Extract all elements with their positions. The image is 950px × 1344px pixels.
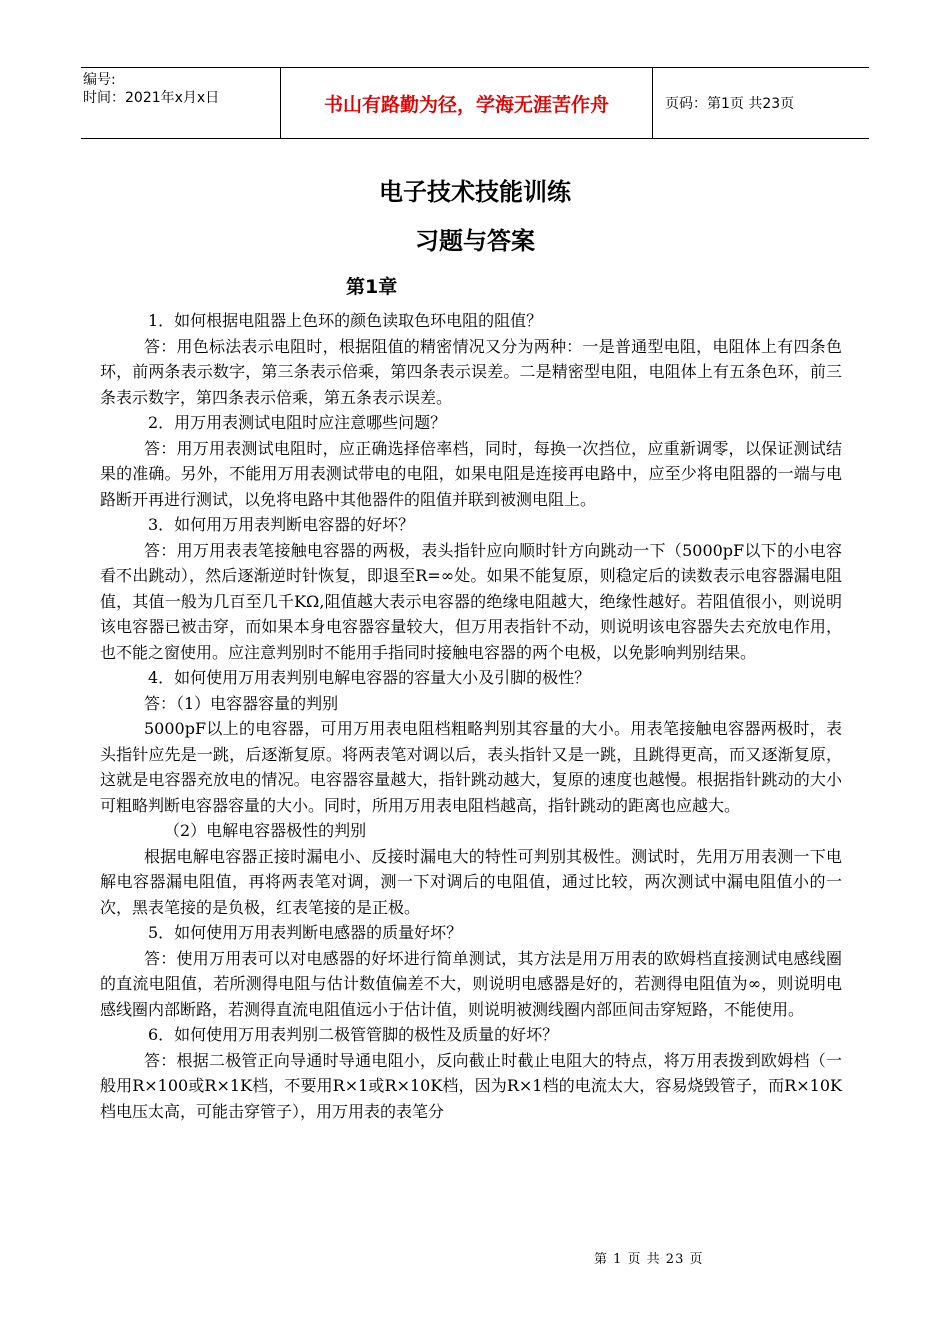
number-label: 编号: <box>83 72 116 88</box>
answer-paragraph: 根据电解电容器正接时漏电小、反接时漏电大的特性可判别其极性。测试时，先用万用表测一下电解电容器漏电阻值，再将两表笔对调，测一下对调后的电阻值，通过比较，两次测试中漏电阻值小的一次，黑表笔接的是负极，红表笔接的是正极。 <box>100 846 842 917</box>
answer-paragraph: 答：根据二极管正向导通时导通电阻小，反向截止时截止电阻大的特点，将万用表拨到欧姆档（一般用R×100或R×1K档，不要用R×1或R×10K档，因为R×1档的电流太大，容易烧毁管子，而R×10K档电压太高，可能击穿管子），用万用表的表笔分 <box>100 1050 842 1121</box>
header-meta <box>81 68 281 138</box>
date-label: 时间：2021年x月x日 <box>83 90 220 106</box>
header-page-info: 页码：第1页 共23页 <box>665 96 795 112</box>
answer-paragraph: 答：用万用表测试电阻时，应正确选择倍率档，同时，每换一次挡位，应重新调零，以保证测试结果的准确。另外，不能用万用表测试带电的电阻，如果电阻是连接再电路中，应至少将电阻器的一端与电路断开再进行测试，以免将电路中其他器件的阻值并联到被测电阻上。 <box>100 438 842 509</box>
answer-paragraph: 答：（1）电容器容量的判别 <box>144 693 339 713</box>
answer-paragraph: 5000pF以上的电容器，可用万用表电阻档粗略判别其容量的大小。用表笔接触电容器两极时，表头指针应先是一跳，后逐渐复原。将两表笔对调以后，表头指针又是一跳，且跳得更高，而又逐渐复原，这就是电容器充放电的情况。电容器容量越大，指针跳动越大，复原的速度也越慢。根据指针跳动的大小可粗略判断电容器容量的大小。同时，所用万用表电阻档越高，指针跳动的距离也应越大。 <box>100 719 842 815</box>
answer-paragraph: 答：使用万用表可以对电感器的好坏进行简单测试，其方法是用万用表的欧姆档直接测试电感线圈的直流电阻值，若所测得电阻与估计数值偏差不大，则说明电感器是好的，若测得电阻值为∞，则说明电感线圈内部断路，若测得直流电阻值远小于估计值，则说明被测线圈内部匝间击穿短路，不能使用。 <box>100 948 842 1019</box>
question-paragraph: 4．如何使用万用表判别电解电容器的容量大小及引脚的极性？ <box>148 668 591 687</box>
question-paragraph: 6．如何使用万用表判别二极管管脚的极性及质量的好坏？ <box>148 1025 559 1044</box>
subheading-paragraph: （2）电解电容器极性的判别 <box>164 821 367 840</box>
document-subtitle: 习题与答案 <box>415 227 535 255</box>
document-title: 电子技术技能训练 <box>379 178 571 206</box>
document-body <box>100 308 842 1124</box>
header-motto: 书山有路勤为径，学海无涯苦作舟 <box>281 68 653 138</box>
answer-paragraph: 答：用色标法表示电阻时，根据阻值的精密情况又分为两种：一是普通型电阻，电阻体上有四条色环，前两条表示数字，第三条表示倍乘，第四条表示误差。二是精密型电阻，电阻体上有五条色环，前三条表示数字，第四条表示倍乘，第五条表示误差。 <box>100 336 842 407</box>
page-footer: 第 1 页 共 23 页 <box>594 1252 704 1267</box>
answer-paragraph: 答：用万用表表笔接触电容器的两极，表头指针应向顺时针方向跳动一下（5000pF以下的小电容看不出跳动），然后逐渐逆时针恢复，即退至R=∞处。如果不能复原，则稳定后的读数表示电容器漏电阻值，其值一般为几百至几千KΩ,阻值越大表示电容器的绝缘电阻越大，绝缘性越好。若阻值很小，则说明该电容器已被击穿，而如果本身电容器容量较大，但万用表指针不动，则说明该电容器失去充放电作用，也不能之窗使用。应注意判别时不能用手指同时接触电容器的两个电极，以免影响判别结果。 <box>100 540 842 662</box>
question-paragraph: 5．如何使用万用表判断电感器的质量好坏？ <box>148 923 463 942</box>
chapter-heading: 第1章 <box>346 276 398 298</box>
page-header <box>81 67 869 139</box>
question-paragraph: 1．如何根据电阻器上色环的颜色读取色环电阻的阻值？ <box>148 311 543 330</box>
question-paragraph: 3．如何用万用表判断电容器的好坏？ <box>148 515 415 534</box>
question-paragraph: 2．用万用表测试电阻时应注意哪些问题？ <box>148 413 447 432</box>
